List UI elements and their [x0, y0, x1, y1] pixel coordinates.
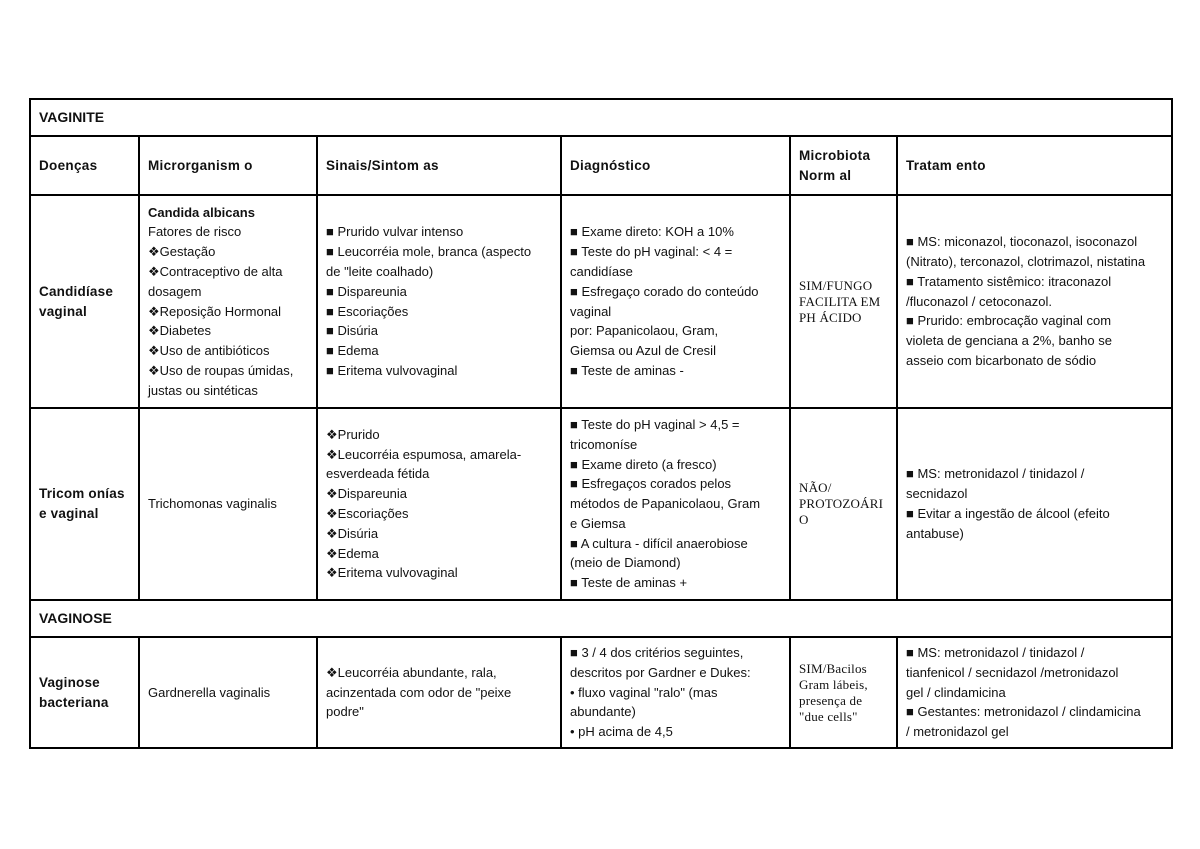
treatment-line: / metronidazol gel	[906, 724, 1009, 740]
vaginitis-table	[29, 98, 1173, 749]
symptoms-cell	[317, 195, 561, 408]
microbiota-cell	[790, 195, 897, 408]
risk-factor-line: ❖Contraceptivo de alta	[148, 263, 283, 279]
treatment-line: ■ MS: miconazol, tioconazol, isoconazol	[906, 234, 1138, 250]
treatment-cell	[897, 637, 1172, 748]
diagnosis-line: ■ A cultura - difícil anaerobiose	[570, 535, 748, 551]
symptom-line: esverdeada fétida	[326, 466, 430, 482]
organism-cell	[139, 408, 317, 600]
header-row	[30, 136, 1172, 195]
document-page	[29, 98, 1171, 749]
symptom-line: ■ Escoriações	[326, 303, 409, 319]
symptom-line: ❖Leucorréia espumosa, amarela-	[326, 446, 522, 462]
treatment-line: secnidazol	[906, 486, 968, 502]
risk-factor-line: ❖Diabetes	[148, 323, 211, 339]
disease-name-line: e vaginal	[39, 506, 99, 521]
treatment-line: asseio com bicarbonato de sódio	[906, 352, 1097, 368]
treatment-line: ■ MS: metronidazol / tinidazol /	[906, 645, 1085, 660]
header-sinais: Sinais/Sintom as	[317, 136, 561, 195]
diagnosis-line: ■ Teste de aminas +	[570, 575, 688, 591]
microbiota-line: SIM/FUNGO	[799, 277, 873, 293]
microbiota-line: SIM/Bacilos	[799, 660, 867, 676]
disease-cell	[30, 195, 139, 408]
diagnosis-line: Giemsa ou Azul de Cresil	[570, 343, 716, 359]
risk-factors-title: Fatores de risco	[148, 224, 242, 240]
header-microbiota-line: Microbiota	[799, 147, 871, 163]
risk-factor-line: ❖Gestação	[148, 244, 216, 260]
microbiota-line: presença de	[799, 692, 863, 708]
symptom-line: ■ Prurido vulvar intenso	[326, 224, 464, 240]
symptom-line: ❖Prurido	[326, 426, 380, 442]
symptom-line: ■ Edema	[326, 343, 379, 359]
organism-name: Trichomonas vaginalis	[148, 496, 277, 512]
diagnosis-line: ■ Teste do pH vaginal: < 4 =	[570, 244, 733, 260]
diagnosis-cell	[561, 637, 790, 748]
treatment-line: ■ Prurido: embrocação vaginal com	[906, 313, 1112, 329]
treatment-line: violeta de genciana a 2%, banho se	[906, 333, 1112, 349]
microbiota-line: Gram lábeis,	[799, 676, 868, 692]
disease-cell	[30, 408, 139, 600]
header-tratamento: Tratam ento	[897, 136, 1172, 195]
diagnosis-line: • fluxo vaginal "ralo" (mas	[570, 684, 718, 700]
diagnosis-cell	[561, 195, 790, 408]
symptom-line: ■ Dispareunia	[326, 283, 407, 299]
symptom-line: ❖Escoriações	[326, 506, 409, 521]
microbiota-cell	[790, 408, 897, 600]
treatment-line: ■ Tratamento sistêmico: itraconazol	[906, 273, 1112, 289]
treatment-line: ■ Evitar a ingestão de álcool (efeito	[906, 506, 1110, 521]
section-row-vaginose	[30, 600, 1172, 637]
treatment-line: ■ Gestantes: metronidazol / clindamicina	[906, 704, 1141, 720]
organism-cell	[139, 637, 317, 748]
treatment-cell	[897, 408, 1172, 600]
diagnosis-line: vaginal	[570, 303, 612, 319]
diagnosis-line: e Giemsa	[570, 515, 626, 531]
header-doencas: Doenças	[30, 136, 139, 195]
microbiota-line: PH ÁCIDO	[799, 309, 862, 325]
diagnosis-line: ■ Esfregaços corados pelos	[570, 476, 732, 492]
symptom-line: ❖Dispareunia	[326, 486, 408, 502]
diagnosis-line: ■ Esfregaço corado do conteúdo	[570, 283, 759, 299]
symptom-line: ❖Eritema vulvovaginal	[326, 565, 458, 581]
diagnosis-line: abundante)	[570, 704, 636, 720]
diagnosis-line: métodos de Papanicolaou, Gram	[570, 496, 761, 512]
disease-cell	[30, 637, 139, 748]
section-title-vaginite: VAGINITE	[30, 99, 1172, 136]
diagnosis-cell	[561, 408, 790, 600]
diagnosis-line: ■ Exame direto (a fresco)	[570, 456, 717, 472]
disease-name-line: Candidíase	[39, 283, 114, 299]
diagnosis-line: por: Papanicolaou, Gram,	[570, 323, 719, 339]
diagnosis-line: candidíase	[570, 263, 633, 279]
risk-factor-line: justas ou sintéticas	[148, 382, 258, 398]
symptom-line: acinzentada com odor de "peixe	[326, 684, 512, 700]
symptom-line: ■ Eritema vulvovaginal	[326, 362, 458, 378]
diagnosis-line: • pH acima de 4,5	[570, 724, 673, 740]
symptoms-cell	[317, 637, 561, 748]
risk-factor-line: ❖Uso de roupas úmidas,	[148, 362, 294, 378]
treatment-line: gel / clindamicina	[906, 684, 1006, 700]
diagnosis-line: descritos por Gardner e Dukes:	[570, 664, 751, 680]
microbiota-line: "due cells"	[799, 708, 858, 724]
symptom-line: podre"	[326, 704, 364, 720]
diagnosis-line: ■ 3 / 4 dos critérios seguintes,	[570, 645, 744, 660]
symptom-line: ■ Leucorréia mole, branca (aspecto	[326, 244, 532, 260]
risk-factor-line: ❖Uso de antibióticos	[148, 343, 270, 359]
treatment-line: antabuse)	[906, 525, 964, 541]
header-microbiota-line: Norm al	[799, 167, 852, 183]
table-row-vaginose	[30, 637, 1172, 748]
disease-name-line: Tricom onías	[39, 486, 125, 502]
microbiota-line: PROTOZOÁRI	[799, 496, 884, 511]
section-title-vaginose: VAGINOSE	[30, 600, 1172, 637]
treatment-line: ■ MS: metronidazol / tinidazol /	[906, 466, 1085, 482]
treatment-cell	[897, 195, 1172, 408]
section-row-vaginite	[30, 99, 1172, 136]
microbiota-line: NÃO/	[799, 480, 832, 495]
diagnosis-line: ■ Teste do pH vaginal > 4,5 =	[570, 416, 740, 432]
symptom-line: ❖Leucorréia abundante, rala,	[326, 664, 497, 680]
organism-name: Candida albicans	[148, 204, 255, 220]
table-row-candidiase	[30, 195, 1172, 408]
header-microbiota	[790, 136, 897, 195]
header-diagnostico: Diagnóstico	[561, 136, 790, 195]
diagnosis-line: tricomoníse	[570, 436, 638, 452]
symptom-line: ■ Disúria	[326, 323, 378, 339]
symptom-line: ❖Edema	[326, 545, 379, 561]
header-microrganismo: Microrganism o	[139, 136, 317, 195]
treatment-line: (Nitrato), terconazol, clotrimazol, nistatina	[906, 254, 1146, 269]
risk-factor-line: ❖Reposição Hormonal	[148, 303, 282, 319]
disease-name-line: vaginal	[39, 303, 87, 319]
microbiota-cell	[790, 637, 897, 748]
disease-name-line: bacteriana	[39, 694, 109, 710]
symptom-line: ❖Disúria	[326, 525, 379, 541]
organism-cell	[139, 195, 317, 408]
treatment-line: tianfenicol / secnidazol /metronidazol	[906, 664, 1119, 680]
diagnosis-line: ■ Exame direto: KOH a 10%	[570, 224, 734, 240]
symptom-line: de "leite coalhado)	[326, 263, 434, 279]
diagnosis-line: ■ Teste de aminas -	[570, 362, 684, 378]
symptoms-cell	[317, 408, 561, 600]
microbiota-line: O	[799, 512, 809, 527]
disease-name-line: Vaginose	[39, 674, 100, 690]
risk-factor-line: dosagem	[148, 283, 202, 299]
organism-name: Gardnerella vaginalis	[148, 684, 271, 700]
treatment-line: /fluconazol / cetoconazol.	[906, 293, 1052, 309]
diagnosis-line: (meio de Diamond)	[570, 555, 681, 571]
microbiota-line: FACILITA EM	[799, 293, 881, 309]
table-row-tricomoniase	[30, 408, 1172, 600]
